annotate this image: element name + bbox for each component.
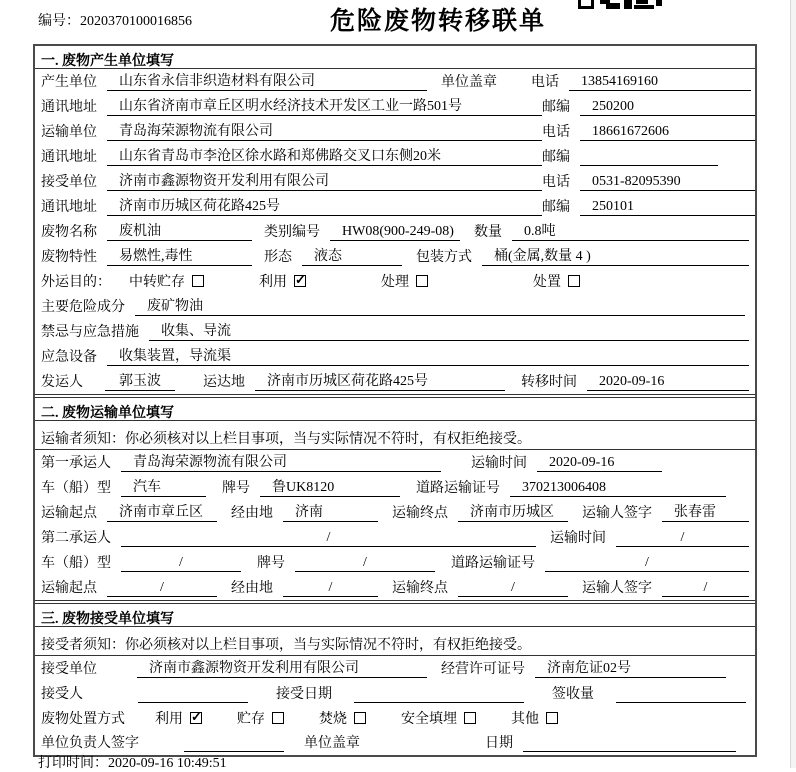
document-header — [0, 0, 796, 42]
option-dispose — [533, 271, 580, 291]
receive-unit-value: 济南市鑫源物资开发利用有限公司 — [107, 170, 542, 191]
checkbox-icon — [192, 275, 204, 287]
date-label: 日期 — [485, 736, 513, 751]
option-label: 焚烧 — [319, 712, 347, 727]
phone-value: 13854169160 — [569, 74, 751, 91]
option-label: 利用 — [259, 275, 287, 290]
waste-property-value: 易燃性,毒性 — [107, 245, 252, 266]
section-producer-title: 一. 废物产生单位填写 — [35, 46, 755, 69]
main-hazard-label: 主要危险成分 — [41, 300, 125, 315]
category-label: 类别编号 — [264, 225, 320, 240]
manifest-number-label: 编号： — [38, 14, 80, 29]
option-label: 安全填埋 — [401, 712, 457, 727]
option-treat — [381, 271, 428, 291]
receiving-unit-value: 济南市鑫源物资开发利用有限公司 — [137, 657, 427, 678]
road-cert-value: / — [545, 555, 749, 572]
receiver-person-value — [138, 686, 248, 703]
vehicle-type-label: 车（船）型 — [41, 481, 111, 496]
signed-quantity-label: 签收量 — [552, 687, 594, 702]
row-second-carrier — [35, 525, 755, 550]
option-label: 处置 — [533, 275, 561, 290]
row-waste-property — [35, 244, 755, 269]
option-incinerate — [319, 708, 366, 728]
row-first-carrier — [35, 450, 755, 475]
option-label: 处理 — [381, 275, 409, 290]
address-value: 山东省济南市章丘区明水经济技术开发区工业一路501号 — [107, 95, 542, 116]
option-label: 利用 — [155, 712, 183, 727]
responsible-sign-label: 单位负责人签字 — [41, 736, 139, 751]
address-value: 济南市历城区荷花路425号 — [107, 195, 542, 216]
main-hazard-value: 废矿物油 — [135, 295, 745, 316]
transport-unit-value: 青岛海荣源物流有限公司 — [107, 120, 542, 141]
manifest-table — [33, 44, 757, 757]
phone-value: 0531-82095390 — [580, 174, 755, 191]
option-storage — [237, 708, 284, 728]
transporter-notice: 运输者须知：你必须核对以上栏目事项，当与实际情况不符时，有权拒绝接受。 — [35, 421, 755, 450]
receive-date-value — [354, 686, 524, 703]
row-route-2 — [35, 575, 755, 600]
vehicle-type-label: 车（船）型 — [41, 556, 111, 571]
checkbox-icon — [272, 712, 284, 724]
row-address-2 — [35, 144, 755, 169]
second-carrier-label: 第二承运人 — [41, 531, 111, 546]
first-carrier-value: 青岛海荣源物流有限公司 — [121, 451, 441, 472]
checkbox-icon — [294, 275, 306, 287]
phone-label: 电话 — [531, 75, 559, 90]
road-cert-label: 道路运输证号 — [416, 481, 500, 496]
row-receiving-unit — [35, 656, 755, 681]
checkbox-icon — [190, 712, 202, 724]
transport-time-value: 2020-09-16 — [537, 455, 662, 472]
row-address-3 — [35, 194, 755, 219]
row-disposal-method — [35, 706, 755, 731]
plate-label: 牌号 — [222, 481, 250, 496]
carrier-sign-value: / — [662, 580, 749, 597]
row-receive-unit — [35, 169, 755, 194]
unit-seal-label: 单位盖章 — [304, 736, 360, 751]
transfer-time-value: 2020-09-16 — [587, 374, 749, 391]
zip-label: 邮编 — [542, 100, 570, 115]
page-title: 危险废物转移联单 — [330, 8, 547, 35]
row-emergency-equipment — [35, 344, 755, 369]
zip-value: 250200 — [580, 99, 755, 116]
route-start-label: 运输起点 — [41, 581, 97, 596]
phone-label: 电话 — [542, 125, 570, 140]
emergency-equipment-value: 收集装置，导流渠 — [107, 345, 749, 366]
section-receiver — [35, 603, 755, 755]
quantity-label: 数量 — [474, 225, 502, 240]
produce-unit-label: 产生单位 — [41, 75, 97, 90]
checkbox-icon — [546, 712, 558, 724]
option-other — [511, 708, 558, 728]
option-transfer-storage — [129, 271, 204, 291]
row-outbound-purpose — [35, 269, 755, 294]
date-value — [523, 735, 736, 752]
category-value: HW08(900-249-08) — [330, 224, 460, 241]
row-waste-name — [35, 219, 755, 244]
zip-label: 邮编 — [542, 150, 570, 165]
license-value: 济南危证02号 — [535, 657, 726, 678]
taboo-measures-value: 收集、导流 — [149, 320, 749, 341]
section-transporter-title: 二. 废物运输单位填写 — [35, 398, 755, 421]
via-value: / — [283, 580, 378, 597]
zip-label: 邮编 — [542, 200, 570, 215]
transport-time-label: 运输时间 — [471, 456, 527, 471]
transport-time-value: / — [616, 530, 749, 547]
receive-date-label: 接受日期 — [276, 687, 332, 702]
route-start-value: / — [107, 580, 217, 597]
checkbox-icon — [354, 712, 366, 724]
manifest-number — [38, 10, 192, 30]
signed-quantity-value — [616, 686, 746, 703]
phone-label: 电话 — [542, 175, 570, 190]
route-start-label: 运输起点 — [41, 506, 97, 521]
row-route-1 — [35, 500, 755, 525]
route-end-value: / — [458, 580, 568, 597]
route-start-value: 济南市章丘区 — [107, 501, 217, 522]
outbound-purpose-label: 外运目的： — [41, 275, 111, 290]
address-value: 山东省青岛市李沧区徐水路和郑佛路交叉口东侧20米 — [107, 145, 542, 166]
carrier-sign-label: 运输人签字 — [582, 506, 652, 521]
plate-label: 牌号 — [257, 556, 285, 571]
checkbox-icon — [568, 275, 580, 287]
option-label: 其他 — [511, 712, 539, 727]
consignor-value: 郭玉波 — [105, 370, 175, 391]
via-label: 经由地 — [231, 506, 273, 521]
print-time-label: 打印时间： — [38, 756, 108, 771]
address-label: 通讯地址 — [41, 150, 97, 165]
address-label: 通讯地址 — [41, 100, 97, 115]
first-carrier-label: 第一承运人 — [41, 456, 111, 471]
produce-unit-value: 山东省永信非织造材料有限公司 — [107, 70, 427, 91]
checkbox-icon — [416, 275, 428, 287]
address-label: 通讯地址 — [41, 200, 97, 215]
transfer-time-label: 转移时间 — [521, 375, 577, 390]
checkbox-icon — [464, 712, 476, 724]
receiving-unit-label: 接受单位 — [41, 662, 97, 677]
row-receiver-person — [35, 681, 755, 706]
second-carrier-value: / — [121, 530, 536, 547]
option-label: 中转贮存 — [129, 275, 185, 290]
option-utilize — [259, 271, 306, 291]
manifest-number-value: 2020370100016856 — [80, 14, 192, 29]
section-receiver-title: 三. 废物接受单位填写 — [35, 604, 755, 627]
row-vehicle-1 — [35, 475, 755, 500]
waste-property-label: 废物特性 — [41, 250, 97, 265]
form-label: 形态 — [264, 250, 292, 265]
row-transport-unit — [35, 119, 755, 144]
emergency-equipment-label: 应急设备 — [41, 350, 97, 365]
receiver-notice: 接受者须知：你必须核对以上栏目事项，当与实际情况不符时，有权拒绝接受。 — [35, 627, 755, 656]
option-utilize — [155, 708, 202, 728]
waste-name-value: 废机油 — [107, 220, 252, 241]
route-end-label: 运输终点 — [392, 581, 448, 596]
row-main-hazard — [35, 294, 755, 319]
packing-label: 包装方式 — [416, 250, 472, 265]
section-producer — [35, 46, 755, 395]
seal-label: 单位盖章 — [441, 75, 497, 90]
plate-value: 鲁UK8120 — [260, 476, 400, 497]
row-address-1 — [35, 94, 755, 119]
license-label: 经营许可证号 — [441, 662, 525, 677]
form-value: 液态 — [302, 245, 402, 266]
receiver-person-label: 接受人 — [41, 687, 83, 702]
row-vehicle-2 — [35, 550, 755, 575]
zip-value: 250101 — [580, 199, 755, 216]
via-label: 经由地 — [231, 581, 273, 596]
option-landfill — [401, 708, 476, 728]
row-consignor — [35, 369, 755, 394]
print-time — [38, 752, 227, 772]
vehicle-type-value: / — [121, 555, 241, 572]
vehicle-type-value: 汽车 — [121, 476, 206, 497]
plate-value: / — [295, 555, 435, 572]
road-cert-label: 道路运输证号 — [451, 556, 535, 571]
consignor-label: 发运人 — [41, 375, 83, 390]
route-end-label: 运输终点 — [392, 506, 448, 521]
receive-unit-label: 接受单位 — [41, 175, 97, 190]
page-edge-divider — [790, 0, 796, 768]
row-produce-unit — [35, 69, 755, 94]
transport-unit-label: 运输单位 — [41, 125, 97, 140]
print-time-value: 2020-09-16 10:49:51 — [108, 756, 227, 771]
responsible-sign-value — [184, 735, 284, 752]
waste-name-label: 废物名称 — [41, 225, 97, 240]
road-cert-value: 370213006408 — [510, 480, 726, 497]
section-transporter — [35, 397, 755, 601]
zip-value — [580, 149, 718, 166]
disposal-method-label: 废物处置方式 — [41, 712, 125, 727]
qr-code-icon — [578, 0, 662, 9]
transport-time-label: 运输时间 — [550, 531, 606, 546]
via-value: 济南 — [283, 501, 378, 522]
destination-label: 运达地 — [203, 375, 245, 390]
phone-value: 18661672606 — [580, 124, 755, 141]
carrier-sign-label: 运输人签字 — [582, 581, 652, 596]
carrier-sign-value: 张春雷 — [662, 501, 749, 522]
row-taboo-measures — [35, 319, 755, 344]
route-end-value: 济南市历城区 — [458, 501, 568, 522]
taboo-measures-label: 禁忌与应急措施 — [41, 325, 139, 340]
quantity-value: 0.8吨 — [512, 220, 749, 241]
option-label: 贮存 — [237, 712, 265, 727]
packing-value: 桶(金属,数量 4 ) — [482, 245, 749, 266]
destination-value: 济南市历城区荷花路425号 — [255, 370, 505, 391]
